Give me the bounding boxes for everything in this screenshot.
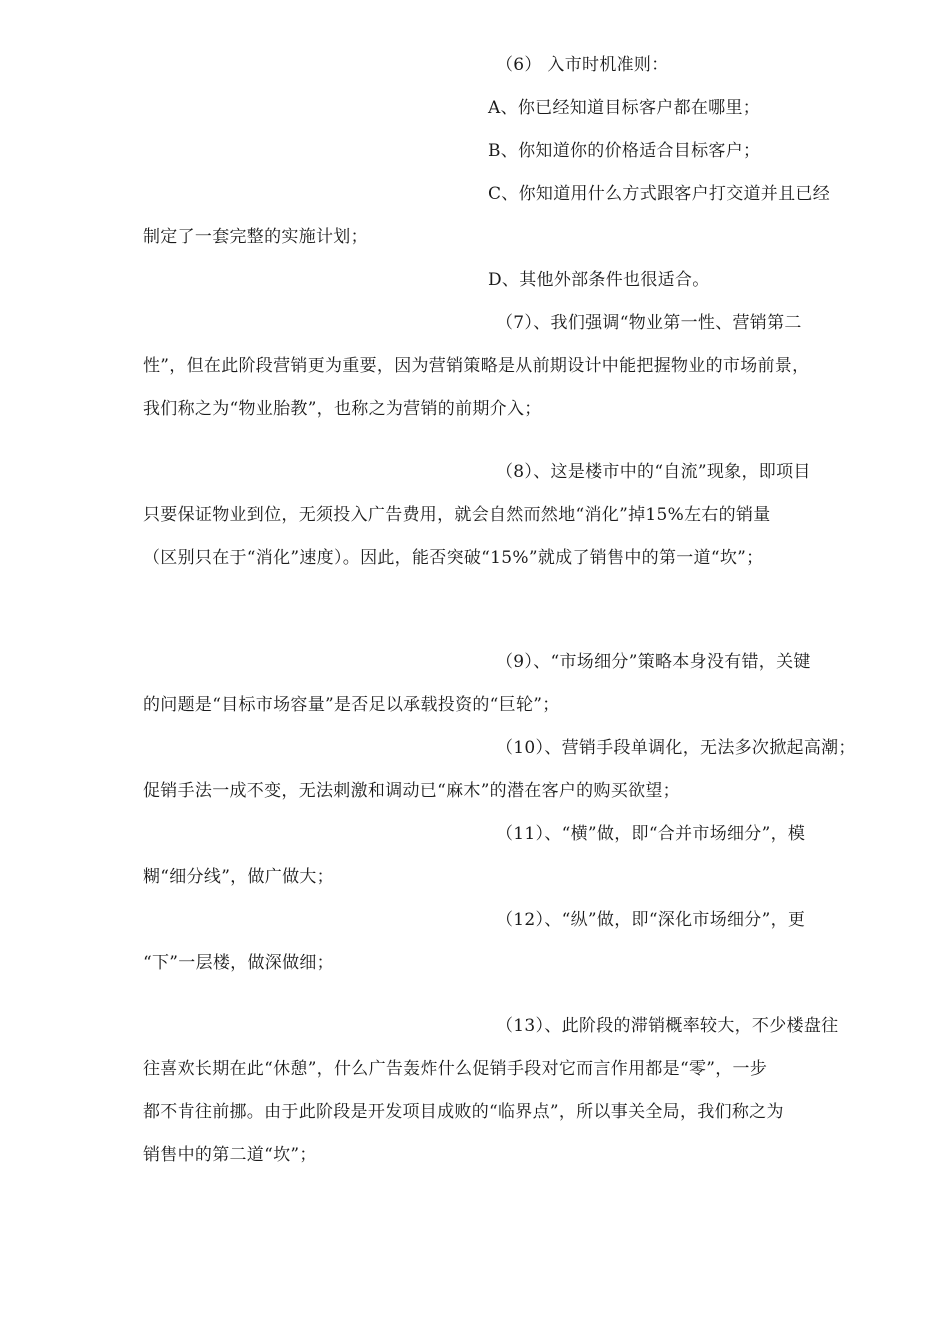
item-11-line-2: 糊“细分线”，做广做大； (143, 867, 334, 887)
item-10-line-2: 促销手法一成不变，无法刺激和调动已“麻木”的潜在客户的购买欲望； (143, 781, 680, 801)
item-12-line-2: “下”一层楼，做深做细； (143, 953, 334, 973)
item-8-line-2: 只要保证物业到位，无须投入广告费用，就会自然而然地“消化”掉15%左右的销量 (143, 505, 771, 525)
item-6-point-a: A、你已经知道目标客户都在哪里； (488, 98, 761, 118)
item-7-line-1: （7）、我们强调“物业第一性、营销第二 (496, 313, 802, 333)
item-6-point-b: B、你知道你的价格适合目标客户； (488, 141, 761, 161)
item-8-line-1: （8）、这是楼市中的“自流”现象，即项目 (496, 462, 811, 482)
item-7-line-3: 我们称之为“物业胎教”，也称之为营销的前期介入； (143, 399, 542, 419)
item-6-point-c: C、你知道用什么方式跟客户打交道并且已经 (488, 184, 831, 204)
item-8-line-3: （区别只在于“消化”速度）。因此，能否突破“15%”就成了销售中的第一道“坎”； (143, 548, 764, 568)
item-13-line-2: 往喜欢长期在此“休憩”，什么广告轰炸什么促销手段对它而言作用都是“零”，一步 (143, 1059, 768, 1079)
item-10-line-1: （10）、营销手段单调化，无法多次掀起高潮； (496, 738, 856, 758)
item-13-line-1: （13）、此阶段的滞销概率较大，不少楼盘往 (496, 1016, 839, 1036)
item-9-line-2: 的问题是“目标市场容量”是否足以承载投资的“巨轮”； (143, 695, 560, 715)
item-11-line-1: （11）、“横”做，即“合并市场细分”，模 (496, 824, 806, 844)
item-13-line-4: 销售中的第二道“坎”； (143, 1145, 317, 1165)
item-6-point-d: D、其他外部条件也很适合。 (488, 270, 710, 290)
item-9-line-1: （9）、“市场细分”策略本身没有错，关键 (496, 652, 811, 672)
item-6-heading: （6） 入市时机准则： (496, 55, 669, 75)
item-13-line-3: 都不肯往前挪。由于此阶段是开发项目成败的“临界点”，所以事关全局，我们称之为 (143, 1102, 784, 1122)
item-7-line-2: 性”，但在此阶段营销更为重要，因为营销策略是从前期设计中能把握物业的市场前景， (143, 356, 810, 376)
item-6-point-c-cont: 制定了一套完整的实施计划； (143, 227, 368, 247)
item-12-line-1: （12）、“纵”做，即“深化市场细分”，更 (496, 910, 806, 930)
